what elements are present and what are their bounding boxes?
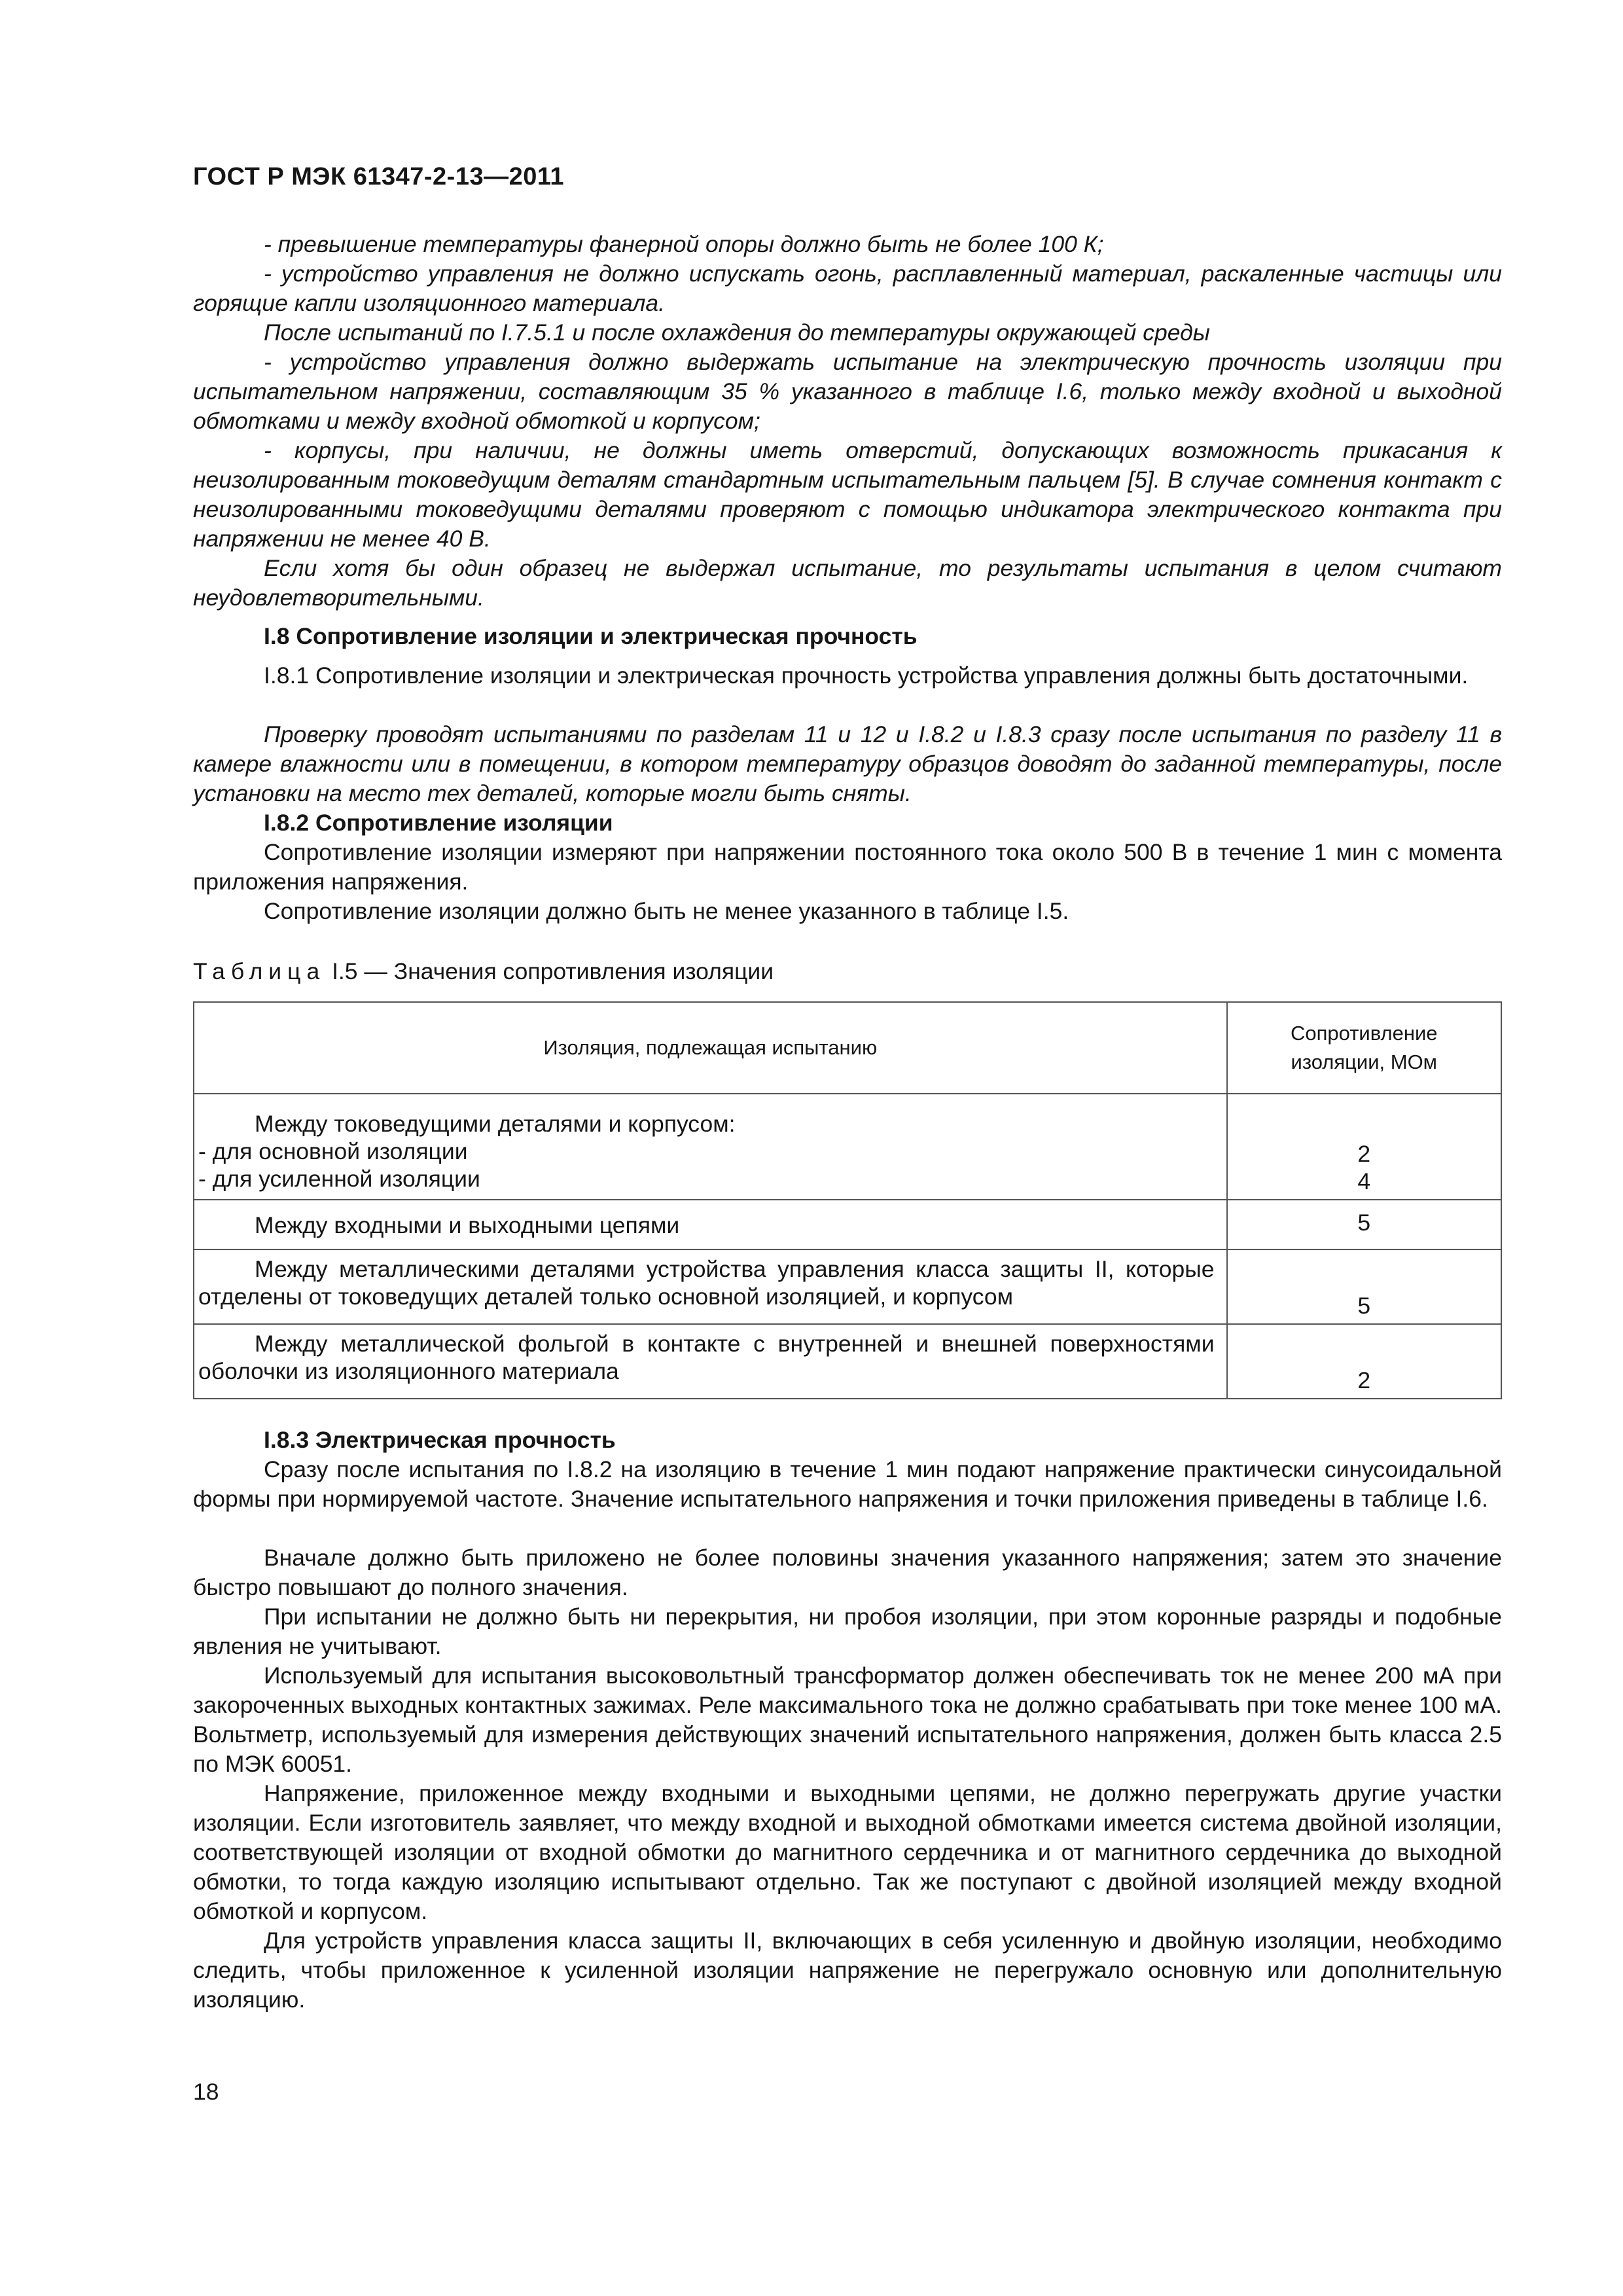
table-caption xyxy=(193,957,774,986)
table-cell: Между входными и выходными цепями xyxy=(194,1200,1227,1249)
table-row xyxy=(194,1200,1501,1249)
table-caption-label: Таблица xyxy=(193,958,326,984)
table-cell: 2 xyxy=(1227,1324,1501,1399)
resistance-table xyxy=(193,1001,1502,1399)
paragraph: I.8.1 Сопротивление изоляции и электрическая прочность устройства управления должны быть достаточными. xyxy=(264,662,1469,689)
table-row xyxy=(194,1249,1501,1324)
paragraph: Сопротивление изоляции измеряют при напряжении постоянного тока около 500 В в течение 1 мин с момента приложения напряжения. xyxy=(193,839,1502,895)
subsection-heading: I.8.2 Сопротивление изоляции xyxy=(264,810,613,836)
table-cell: Между металлическими деталями устройства управления класса защиты II, которые отделены от токоведущих деталей только основной изоляцией, и корпусом xyxy=(194,1249,1227,1324)
section-heading: I.8 Сопротивление изоляции и электрическая прочность xyxy=(264,623,918,649)
table-cell: 5 xyxy=(1227,1249,1501,1324)
paragraph: - превышение температуры фанерной опоры должно быть не более 100 К; xyxy=(264,231,1104,257)
paragraph: Проверку проводят испытаниями по разделам 11 и 12 и I.8.2 и I.8.3 сразу после испытания по разделу 11 в камере влажности или в помещении, в котором температуру образцов доводят до заданной температуры, после установки на место тех деталей, которые могли быть сняты. xyxy=(193,721,1502,806)
paragraph: - устройство управления не должно испускать огонь, расплавленный материал, раскаленные частицы или горящие капли изоляционного материала. xyxy=(193,260,1502,316)
column-header-insulation: Изоляция, подлежащая испытанию xyxy=(194,1002,1227,1094)
paragraph: При испытании не должно быть ни перекрытия, ни пробоя изоляции, при этом коронные разряды и подобные явления не учитывают. xyxy=(193,1604,1502,1659)
table-row xyxy=(194,1324,1501,1399)
standard-header: ГОСТ Р МЭК 61347-2-13—2011 xyxy=(193,163,565,190)
subsection-heading: I.8.3 Электрическая прочность xyxy=(264,1427,616,1453)
paragraph: - корпусы, при наличии, не должны иметь отверстий, допускающих возможность прикасания к неизолированным токоведущим деталям стандартным испытательным пальцем [5]. В случае сомнения контакт с неизолированными токоведущими деталями проверяют с помощью индикатора электрического контакта при напряжении не менее 40 В. xyxy=(193,437,1502,552)
paragraph: Сопротивление изоляции должно быть не менее указанного в таблице I.5. xyxy=(264,898,1069,924)
paragraph: Используемый для испытания высоковольтный трансформатор должен обеспечивать ток не менее 200 мА при закороченных выходных контактных зажимах. Реле максимального тока не должно срабатывать при токе менее 100 мА. Вольтметр, используемый для измерения действующих значений испытательного напряжения, должен быть класса 2.5 по МЭК 60051. xyxy=(193,1662,1502,1777)
paragraph: Если хотя бы один образец не выдержал испытание, то результаты испытания в целом считают неудовлетворительными. xyxy=(193,555,1502,611)
table-header-row xyxy=(194,1002,1501,1094)
table-row xyxy=(194,1094,1501,1200)
paragraph: После испытаний по I.7.5.1 и после охлаждения до температуры окружающей среды xyxy=(264,319,1210,346)
paragraph: Напряжение, приложенное между входными и выходными цепями, не должно перегружать другие участки изоляции. Если изготовитель заявляет, что между входной и выходной обмотками имеется система двойной изоляции, соответствующей изоляции от входной обмотки до магнитного сердечника и от магнитного сердечника до выходной обмотки, то тогда каждую изоляцию испытывают отдельно. Так же поступают с двойной изоляцией между входной обмоткой и корпусом. xyxy=(193,1780,1502,1924)
table-cell: 5 xyxy=(1227,1200,1501,1249)
table-cell: 2 4 xyxy=(1227,1094,1501,1200)
table-caption-title: I.5 — Значения сопротивления изоляции xyxy=(325,958,774,984)
paragraph: Сразу после испытания по I.8.2 на изоляцию в течение 1 мин подают напряжение практически синусоидальной формы при нормируемой частоте. Значение испытательного напряжения и точки приложения приведены в таблице I.6. xyxy=(193,1456,1502,1512)
column-header-resistance: Сопротивление изоляции, МОм xyxy=(1227,1002,1501,1094)
table-cell: Между токоведущими деталями и корпусом: - для основной изоляции - для усиленной изоляции xyxy=(194,1094,1227,1200)
page-number: 18 xyxy=(193,2079,219,2105)
table-cell: Между металлической фольгой в контакте с внутренней и внешней поверхностями оболочки из изоляционного материала xyxy=(194,1324,1227,1399)
paragraph: Для устройств управления класса защиты II, включающих в себя усиленную и двойную изоляции, необходимо следить, чтобы приложенное к усиленной изоляции напряжение не перегружало основную или дополнительную изоляцию. xyxy=(193,1928,1502,2013)
paragraph: Вначале должно быть приложено не более половины значения указанного напряжения; затем это значение быстро повышают до полного значения. xyxy=(193,1545,1502,1600)
paragraph: - устройство управления должно выдержать испытание на электрическую прочность изоляции при испытательном напряжении, составляющим 35 % указанного в таблице I.6, только между входной и выходной обмотками и между входной обмоткой и корпусом; xyxy=(193,349,1502,434)
